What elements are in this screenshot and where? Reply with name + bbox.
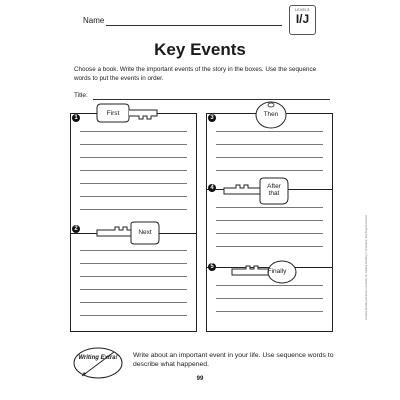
write-line[interactable]: [216, 170, 323, 171]
event-number-1: 1: [72, 114, 80, 122]
writing-extra-label: Writing Extra!: [78, 355, 118, 361]
level-value: I/J: [295, 12, 310, 26]
instructions: Choose a book. Write the important events of the story in the boxes. Use the sequence words to put the events in order.: [74, 66, 317, 82]
level-box: [289, 5, 316, 35]
write-line[interactable]: [80, 196, 187, 197]
name-label: Name: [83, 16, 105, 25]
write-line[interactable]: [216, 311, 323, 312]
write-line[interactable]: [216, 220, 323, 221]
event-number-2: 2: [72, 225, 80, 233]
write-line[interactable]: [80, 131, 187, 132]
write-line[interactable]: [80, 250, 187, 251]
writing-extra-text: Write about an important event in your life. Use sequence words to describe what happened.: [133, 352, 334, 368]
right-event-box: [206, 113, 333, 332]
key-word-then: Then: [263, 111, 279, 118]
write-line[interactable]: [80, 183, 187, 184]
key-word-finally: Finally: [267, 268, 287, 275]
write-line[interactable]: [216, 233, 323, 234]
key-word-next: Next: [138, 229, 152, 236]
write-line[interactable]: [80, 289, 187, 290]
write-line[interactable]: [80, 209, 187, 210]
side-credit: Leveled Reading Extension Activities for Guided Reading © Scholastic Teaching Resources: [365, 215, 368, 320]
write-line[interactable]: [216, 157, 323, 158]
event-number-4: 4: [208, 184, 216, 192]
write-line[interactable]: [216, 207, 323, 208]
write-line[interactable]: [80, 157, 187, 158]
write-line[interactable]: [80, 263, 187, 264]
write-line[interactable]: [80, 276, 187, 277]
level-caption: LEVELS: [295, 8, 310, 12]
event-number-5: 5: [208, 263, 216, 271]
title-label: Title:: [74, 92, 88, 99]
write-line[interactable]: [216, 285, 323, 286]
write-line[interactable]: [216, 144, 323, 145]
write-line[interactable]: [80, 144, 187, 145]
key-word-first: First: [106, 110, 120, 117]
key-word-after-that: After that: [267, 183, 281, 197]
write-line[interactable]: [80, 302, 187, 303]
title-line[interactable]: [93, 99, 330, 100]
writing-extra-badge: [72, 346, 124, 380]
page-title: Key Events: [154, 40, 246, 59]
write-line[interactable]: [80, 170, 187, 171]
event-number-3: 3: [208, 114, 216, 122]
write-line[interactable]: [80, 315, 187, 316]
write-line[interactable]: [216, 298, 323, 299]
page-number: 99: [196, 376, 204, 382]
write-line[interactable]: [216, 246, 323, 247]
name-line[interactable]: [106, 25, 282, 26]
